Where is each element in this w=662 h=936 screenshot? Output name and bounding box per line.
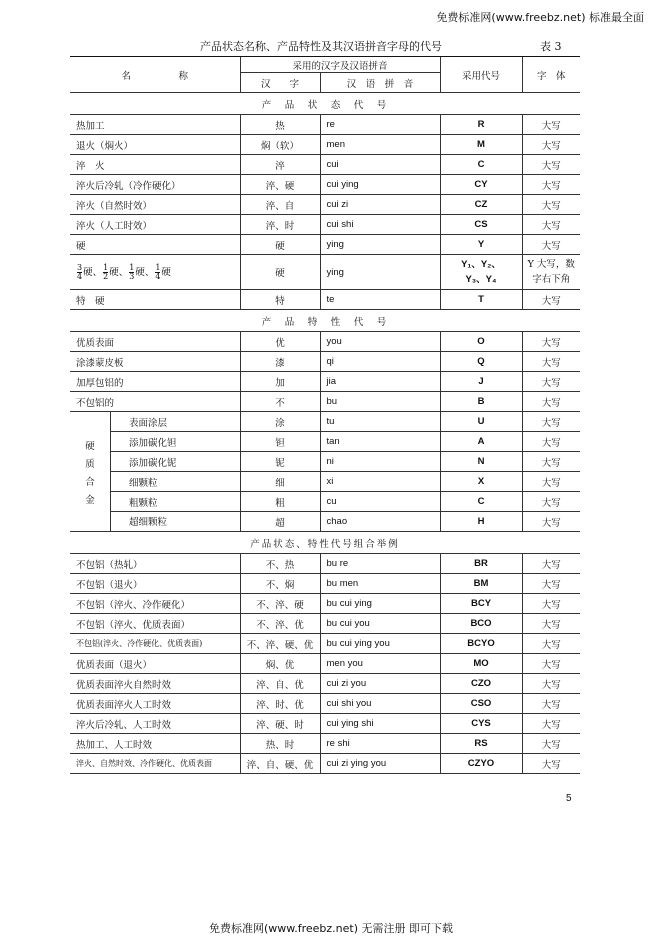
cell-pinyin: bu re	[320, 554, 440, 574]
group-item-name: 细颗粒	[129, 477, 158, 489]
cell-font: 大写	[522, 472, 580, 492]
cell-name: 不包铝（淬火、冷作硬化）	[70, 594, 240, 614]
cell-hanzi: 硬	[240, 255, 320, 290]
cell-name: 淬火后冷轧、人工时效	[70, 714, 240, 734]
cell-font: 大写	[522, 432, 580, 452]
fraction-denominator: 2	[103, 271, 109, 281]
cell-hanzi: 淬、自	[240, 195, 320, 215]
group-label-char: 金	[85, 495, 95, 506]
cell-hanzi: 淬、自、优	[240, 674, 320, 694]
cell-font: 大写	[522, 674, 580, 694]
cell-code: C	[440, 155, 522, 175]
code-line: Y₁、Y₂、	[461, 259, 501, 270]
table-row	[70, 472, 580, 492]
cell-pinyin: ying	[320, 235, 440, 255]
table-title: 产品状态名称、产品特性及其汉语拼音字母的代号	[200, 40, 442, 53]
fraction	[129, 264, 134, 281]
table-row	[70, 634, 580, 654]
cell-name: 不包铝(淬火、冷作硬化、优质表面)	[70, 634, 240, 654]
group-label-cell	[70, 432, 111, 452]
cell-hanzi: 加	[240, 372, 320, 392]
cell-pinyin: cui zi you	[320, 674, 440, 694]
cell-pinyin: ni	[320, 452, 440, 472]
cell-pinyin: cui shi you	[320, 694, 440, 714]
cell-code: CS	[440, 215, 522, 235]
cell-hanzi: 淬、时	[240, 215, 320, 235]
cell-pinyin: te	[320, 290, 440, 310]
fraction-word: 硬	[161, 266, 171, 278]
group-item-name: 超细颗粒	[129, 517, 168, 529]
cell-name-group	[70, 512, 240, 532]
cell-font: 大写	[522, 115, 580, 135]
cell-code: B	[440, 392, 522, 412]
cell-code: BR	[440, 554, 522, 574]
footer-text: 免费标准网(www.freebz.net) 无需注册 即可下载	[208, 922, 454, 935]
group-label-cell	[70, 452, 111, 472]
cell-hanzi: 淬、自、硬、优	[240, 754, 320, 774]
cell-pinyin: you	[320, 332, 440, 352]
cell-font: 大写	[522, 175, 580, 195]
cell-font: 大写	[522, 694, 580, 714]
cell-pinyin: bu cui ying you	[320, 634, 440, 654]
cell-font: 大写	[522, 554, 580, 574]
cell-name: 特 硬	[70, 290, 240, 310]
cell-font: 大写	[522, 754, 580, 774]
group-label-cell	[70, 512, 111, 532]
header-row	[70, 57, 580, 73]
cell-hanzi: 不	[240, 392, 320, 412]
cell-code: BCY	[440, 594, 522, 614]
group-item-name: 表面涂层	[129, 417, 168, 429]
cell-hanzi: 焖（软）	[240, 135, 320, 155]
cell-font: 大写	[522, 352, 580, 372]
cell-font: 大写	[522, 195, 580, 215]
table-row	[70, 554, 580, 574]
cell-name-group	[70, 432, 240, 452]
fraction-word: 硬、	[109, 266, 129, 278]
fraction-word: 硬、	[135, 266, 155, 278]
group-item-name: 添加碳化铌	[129, 457, 177, 469]
cell-name: 淬火后冷轧（冷作硬化）	[70, 175, 240, 195]
table-row	[70, 694, 580, 714]
cell-name: 退火（焖火）	[70, 135, 240, 155]
cell-pinyin: bu	[320, 392, 440, 412]
cell-code: N	[440, 452, 522, 472]
cell-code: H	[440, 512, 522, 532]
cell-font: 大写	[522, 135, 580, 155]
table-row	[70, 452, 580, 472]
group-item-name: 粗颗粒	[129, 497, 158, 509]
cell-code: J	[440, 372, 522, 392]
cell-font: 大写	[522, 392, 580, 412]
code-line: Y₃、Y₄	[465, 274, 497, 285]
fraction	[155, 264, 160, 281]
cell-name: 淬火（自然时效）	[70, 195, 240, 215]
table-row	[70, 115, 580, 135]
cell-pinyin: cu	[320, 492, 440, 512]
cell-name: 淬火（人工时效）	[70, 215, 240, 235]
cell-code: BCO	[440, 614, 522, 634]
cell-code: M	[440, 135, 522, 155]
cell-font	[522, 255, 580, 290]
group-label-char: 合	[85, 477, 95, 488]
cell-font: 大写	[522, 290, 580, 310]
cell-code: MO	[440, 654, 522, 674]
table-row	[70, 215, 580, 235]
cell-name: 硬	[70, 235, 240, 255]
cell-hanzi: 铌	[240, 452, 320, 472]
cell-code	[440, 255, 522, 290]
cell-hanzi: 焖、优	[240, 654, 320, 674]
cell-hanzi: 淬、硬、时	[240, 714, 320, 734]
cell-code: T	[440, 290, 522, 310]
cell-name-group	[70, 452, 240, 472]
cell-name-group	[70, 472, 240, 492]
cell-code: U	[440, 412, 522, 432]
cell-font: 大写	[522, 155, 580, 175]
cell-font: 大写	[522, 452, 580, 472]
table-row	[70, 412, 580, 432]
fraction-word: 硬、	[83, 266, 103, 278]
col-header-font: 字 体	[522, 57, 580, 93]
table-row	[70, 674, 580, 694]
cell-hanzi: 不、淬、硬、优	[240, 634, 320, 654]
fraction-numerator: 3	[77, 262, 83, 272]
table-row	[70, 290, 580, 310]
cell-pinyin: jia	[320, 372, 440, 392]
cell-font: 大写	[522, 574, 580, 594]
cell-hanzi: 硬	[240, 235, 320, 255]
cell-font: 大写	[522, 734, 580, 754]
group-label-cell	[70, 472, 111, 492]
group-label-cell	[70, 412, 111, 506]
table-row	[70, 175, 580, 195]
cell-hanzi: 涂	[240, 412, 320, 432]
section-heading-property: 产 品 特 性 代 号	[70, 310, 580, 332]
fraction-numerator: 1	[129, 262, 135, 272]
cell-code: CZYO	[440, 754, 522, 774]
cell-pinyin: cui zi ying you	[320, 754, 440, 774]
cell-pinyin: tan	[320, 432, 440, 452]
cell-font: 大写	[522, 492, 580, 512]
cell-hanzi: 超	[240, 512, 320, 532]
cell-hanzi: 淬、硬	[240, 175, 320, 195]
cell-hanzi: 粗	[240, 492, 320, 512]
table-row	[70, 332, 580, 352]
cell-hanzi: 热、时	[240, 734, 320, 754]
cell-pinyin: men	[320, 135, 440, 155]
cell-hanzi: 细	[240, 472, 320, 492]
cell-pinyin: xi	[320, 472, 440, 492]
row-divider	[110, 511, 240, 512]
cell-name: 不包铝（退火）	[70, 574, 240, 594]
cell-hanzi: 不、淬、硬	[240, 594, 320, 614]
cell-pinyin: tu	[320, 412, 440, 432]
col-header-hanzi: 汉 字	[240, 73, 320, 93]
col-header-adopted: 采用的汉字及汉语拼音	[240, 57, 440, 73]
section-heading-combo: 产品状态、特性代号组合举例	[70, 532, 580, 554]
cell-font: 大写	[522, 332, 580, 352]
section-row-property	[70, 310, 580, 332]
table-row	[70, 492, 580, 512]
cell-pinyin: men you	[320, 654, 440, 674]
cell-code: C	[440, 492, 522, 512]
cell-hanzi: 热	[240, 115, 320, 135]
code-table	[70, 56, 580, 774]
cell-font: 大写	[522, 412, 580, 432]
cell-pinyin: bu cui you	[320, 614, 440, 634]
cell-font: 大写	[522, 654, 580, 674]
cell-hanzi: 不、焖	[240, 574, 320, 594]
cell-pinyin: qi	[320, 352, 440, 372]
cell-name: 优质表面	[70, 332, 240, 352]
cell-code: RS	[440, 734, 522, 754]
cell-pinyin: chao	[320, 512, 440, 532]
cell-pinyin: re shi	[320, 734, 440, 754]
cell-pinyin: cui	[320, 155, 440, 175]
table-row	[70, 754, 580, 774]
table-row	[70, 714, 580, 734]
fraction-denominator: 4	[155, 271, 161, 281]
cell-code: CZ	[440, 195, 522, 215]
fraction-numerator: 1	[155, 262, 161, 272]
cell-pinyin: cui ying	[320, 175, 440, 195]
cell-hanzi: 不、热	[240, 554, 320, 574]
cell-hanzi: 淬	[240, 155, 320, 175]
cell-name: 优质表面淬火自然时效	[70, 674, 240, 694]
cell-hanzi: 钽	[240, 432, 320, 452]
cell-font: 大写	[522, 594, 580, 614]
cell-hanzi: 漆	[240, 352, 320, 372]
cell-name: 加厚包铝的	[70, 372, 240, 392]
cell-hanzi: 不、淬、优	[240, 614, 320, 634]
cell-pinyin: re	[320, 115, 440, 135]
table-row	[70, 574, 580, 594]
table-row	[70, 512, 580, 532]
cell-code: CZO	[440, 674, 522, 694]
fraction-numerator: 1	[103, 262, 109, 272]
cell-name-group	[70, 492, 240, 512]
section-row-combo	[70, 532, 580, 554]
font-line: 字右下角	[532, 274, 571, 285]
fraction-row	[70, 255, 580, 290]
site-header-text: 免费标准网(www.freebz.net) 标准最全面	[436, 11, 644, 24]
cell-name	[70, 255, 240, 290]
cell-code: BCYO	[440, 634, 522, 654]
cell-name: 热加工、人工时效	[70, 734, 240, 754]
cell-hanzi: 优	[240, 332, 320, 352]
cell-font: 大写	[522, 215, 580, 235]
cell-name: 淬火、自然时效、冷作硬化、优质表面	[70, 754, 240, 774]
cell-font: 大写	[522, 614, 580, 634]
group-label-char: 质	[85, 459, 95, 470]
table-row	[70, 235, 580, 255]
cell-name: 热加工	[70, 115, 240, 135]
table-row	[70, 392, 580, 412]
cell-code: Q	[440, 352, 522, 372]
cell-code: O	[440, 332, 522, 352]
cell-font: 大写	[522, 634, 580, 654]
cell-code: CSO	[440, 694, 522, 714]
cell-code: CYS	[440, 714, 522, 734]
fraction	[77, 264, 82, 281]
cell-name: 不包铝（热轧）	[70, 554, 240, 574]
cell-code: Y	[440, 235, 522, 255]
col-header-pinyin: 汉 语 拼 音	[320, 73, 440, 93]
cell-pinyin: cui zi	[320, 195, 440, 215]
cell-name: 优质表面（退火）	[70, 654, 240, 674]
table-row	[70, 654, 580, 674]
cell-pinyin: bu cui ying	[320, 594, 440, 614]
cell-name: 涂漆蒙皮板	[70, 352, 240, 372]
cell-code: X	[440, 472, 522, 492]
cell-code: BM	[440, 574, 522, 594]
cell-pinyin: cui shi	[320, 215, 440, 235]
cell-name: 不包铝（淬火、优质表面）	[70, 614, 240, 634]
fraction	[103, 264, 108, 281]
group-label-cell	[70, 492, 111, 512]
table-row	[70, 352, 580, 372]
table-row	[70, 372, 580, 392]
cell-font: 大写	[522, 235, 580, 255]
cell-font: 大写	[522, 372, 580, 392]
fraction-denominator: 3	[129, 271, 135, 281]
cell-pinyin: cui ying shi	[320, 714, 440, 734]
table-row	[70, 432, 580, 452]
table-row	[70, 614, 580, 634]
page-number: 5	[566, 793, 572, 804]
cell-code: CY	[440, 175, 522, 195]
section-row-status	[70, 93, 580, 115]
cell-font: 大写	[522, 714, 580, 734]
cell-hanzi: 特	[240, 290, 320, 310]
table-row	[70, 155, 580, 175]
cell-font: 大写	[522, 512, 580, 532]
table-row	[70, 594, 580, 614]
cell-code: R	[440, 115, 522, 135]
section-heading-status: 产 品 状 态 代 号	[70, 93, 580, 115]
col-header-code: 采用代号	[440, 57, 522, 93]
table-row	[70, 195, 580, 215]
cell-name: 淬 火	[70, 155, 240, 175]
font-line: Y 大写，数	[527, 259, 575, 270]
cell-pinyin: ying	[320, 255, 440, 290]
cell-name: 优质表面淬火人工时效	[70, 694, 240, 714]
table-row	[70, 135, 580, 155]
group-label-char: 硬	[85, 441, 95, 452]
group-item-name: 添加碳化钽	[129, 437, 177, 449]
cell-pinyin: bu men	[320, 574, 440, 594]
cell-code: A	[440, 432, 522, 452]
cell-hanzi: 淬、时、优	[240, 694, 320, 714]
table-row	[70, 734, 580, 754]
col-header-name: 名 称	[70, 57, 240, 93]
table-number: 表 3	[540, 40, 562, 53]
fraction-denominator: 4	[77, 271, 83, 281]
cell-name: 不包铝的	[70, 392, 240, 412]
